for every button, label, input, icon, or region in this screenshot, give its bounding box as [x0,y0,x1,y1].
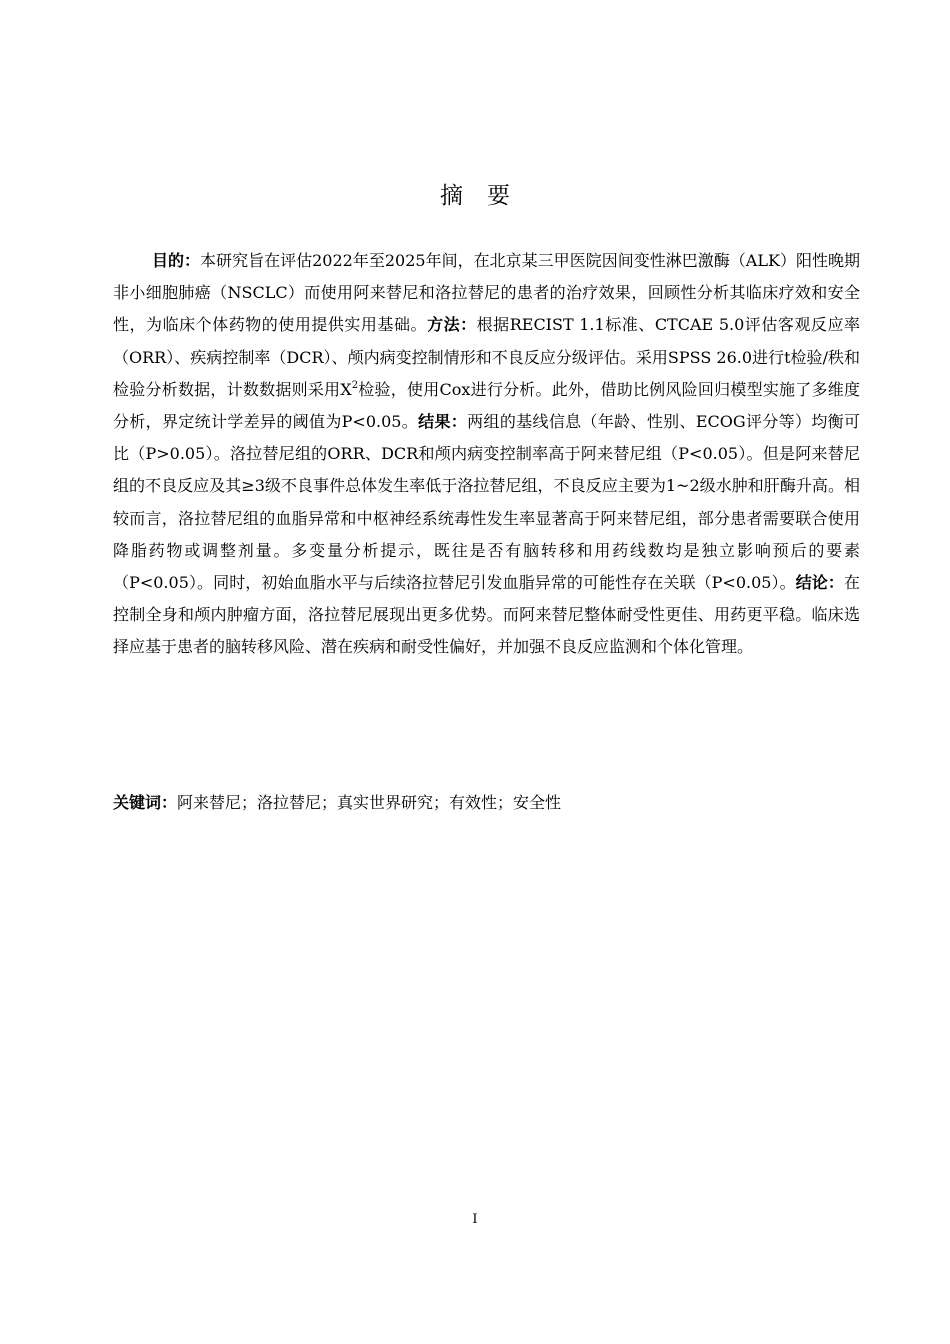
objective-label: 目的： [152,251,201,270]
abstract-paragraph [113,245,860,664]
keywords-text: 阿来替尼；洛拉替尼；真实世界研究；有效性；安全性 [177,793,562,812]
methods-text-continued: 检验，使用Cox进行分析。此外，借助比例风险回归模型实施了多维度分析，界定统计学差异的阈值为P<0.05。 [113,379,860,432]
conclusion-label: 结论： [795,573,844,593]
results-text: 两组的基线信息（年龄、性别、ECOG评分等）均衡可比（P>0.05）。洛拉替尼组的ORR、DCR和颅内病变控制率高于阿来替尼组（P<0.05）。但是阿来替尼组的不良反应及其≥3级不良事件总体发生率低于洛拉替尼组，不良反应主要为1~2级水肿和肝酶升高。相较而言，洛拉替尼组的血脂异常和中枢神经系统毒性发生率显著高于阿来替尼组，部分患者需要联合使用降脂药物或调整剂量。多变量分析提示，既往是否有脑转移和用药线数均是独立影响预后的要素（P<0.05）。同时，初始血脂水平与后续洛拉替尼引发血脂异常的可能性存在关联（P<0.05）。 [113,412,860,593]
page-number: I [472,1212,478,1227]
keywords-line [113,787,860,819]
methods-label: 方法： [427,315,477,335]
objective-text: 本研究旨在评估2022年至2025年间，在北京某三甲医院因间变性淋巴激酶（ALK）阳性晚期非小细胞肺癌（NSCLC）而使用阿来替尼和洛拉替尼的患者的治疗效果，回顾性分析其临床疗效和安全性，为临床个体药物的使用提供实用基础。 [113,251,860,335]
page-title: 摘要 [440,183,534,209]
chi-square-superscript: 2 [351,379,359,391]
results-label: 结果： [418,412,468,432]
conclusion-text: 在控制全身和颅内肿瘤方面，洛拉替尼展现出更多优势。而阿来替尼整体耐受性更佳、用药更平稳。临床选择应基于患者的脑转移风险、潜在疾病和耐受性偏好，并加强不良反应监测和个体化管理。 [113,573,860,657]
keywords-label: 关键词： [113,793,178,812]
methods-text: 根据RECIST 1.1标准、CTCAE 5.0评估客观反应率（ORR）、疾病控制率（DCR）、颅内病变控制情形和不良反应分级评估。采用SPSS 26.0进行t检验/秩和检验分析数据，计数数据则采用X [113,315,860,399]
